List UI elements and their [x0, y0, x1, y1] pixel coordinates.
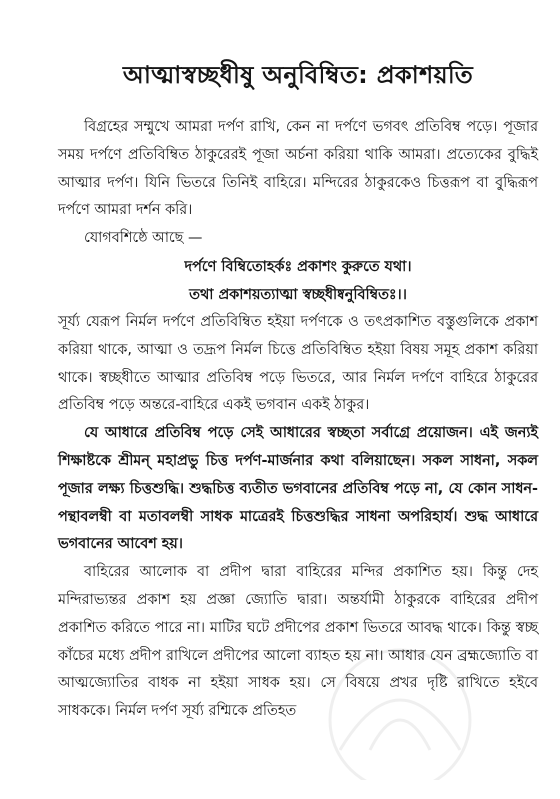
verse-line-1: দর্পণে বিম্বিতোহর্কঃ প্রকাশং কুরুতে যথা।: [184, 258, 412, 275]
paragraph-2-intro: যোগবশিষ্ঠে আছে —: [84, 230, 203, 247]
page-title: আত্মাস্বচ্ছধীষু অনুবিম্বিত: প্রকাশয়তি: [122, 61, 474, 89]
paragraph-3: সূর্য্য যেরূপ নির্মল দর্পণে প্রতিবিম্বিত হইয়া দর্পণকে ও তৎপ্রকাশিত বস্তুগুলিকে প্রকাশ করিয়া থাকে, আত্মা ও তদ্রূপ নির্মল চিত্তে প্রতিবিম্বিত হইয়া বিষয় সমূহ প্রকাশ করিয়া থাকে। স্বচ্ছধীতে আত্মার প্রতিবিম্ব পড়ে ভিতরে, আর নির্মল দর্পণে বাহিরে ঠাকুরের প্রতিবিম্ব পড়ে অন্তরে-বাহিরে একই ভগবান একই ঠাকুর।: [58, 313, 538, 414]
paragraph-4-emphasis: যে আধারে প্রতিবিম্ব পড়ে সেই আধারের স্বচ্ছতা সর্বাগ্রে প্রয়োজন। এই জন্যই শিক্ষাষ্টকে শ্রীমন্ মহাপ্রভু চিত্ত দর্পণ-মার্জনার কথা বলিয়াছেন। সকল সাধনা, সকল পূজার লক্ষ্য চিত্তশুদ্ধি। শুদ্ধচিত্ত ব্যতীত ভগবানের প্রতিবিম্ব পড়ে না, যে কোন সাধন-পন্থাবলম্বী বা মতাবলম্বী সাধক মাত্রেরই চিত্তশুদ্ধির সাধনা অপরিহার্য। শুদ্ধ আধারে ভগবানের আবেশ হয়।: [58, 425, 538, 553]
paragraph-5: বাহিরের আলোক বা প্রদীপ দ্বারা বাহিরের মন্দির প্রকাশিত হয়। কিন্তু দেহ মন্দিরাভ্যন্তর প্রকাশ হয় প্রজ্ঞা জ্যোতি দ্বারা। অন্তর্যামী ঠাকুরকে বাহিরের প্রদীপ প্রকাশিত করিতে পারে না। মাটির ঘটে প্রদীপের প্রকাশ ভিতরে আবদ্ধ থাকে। কিন্তু স্বচ্ছ কাঁচের মধ্যে প্রদীপ রাখিলে প্রদীপের আলো ব্যাহত হয় না। আধার যেন ব্রহ্মজ্যোতি বা আত্মজ্যোতির বাধক না হইয়া সাধক হয়। সে বিষয়ে প্রখর দৃষ্টি রাখিতে হইবে সাধককে। নির্মল দর্পণ সূর্য্য রশ্মিকে প্রতিহত: [58, 564, 538, 720]
verse-block: [58, 253, 538, 309]
paragraph-1: বিগ্রহের সম্মুখে আমরা দর্পণ রাখি, কেন না দর্পণে ভগবৎ প্রতিবিম্ব পড়ে। পূজার সময় দর্পণে প্রতিবিম্বিত ঠাকুরেরই পূজা অর্চনা করিয়া থাকি আমরা। প্রত্যেকের বুদ্ধিই আত্মার দর্পণ। যিনি ভিতরে তিনিই বাহিরে। মন্দিরের ঠাকুরকেও চিত্তরূপ বা বুদ্ধিরূপ দর্পণে আমরা দর্শন করি।: [58, 119, 538, 219]
verse-line-2: তথা প্রকাশয়ত্যাত্মা স্বচ্ছধীষ্বনুবিম্বিতঃ।।: [189, 286, 407, 303]
